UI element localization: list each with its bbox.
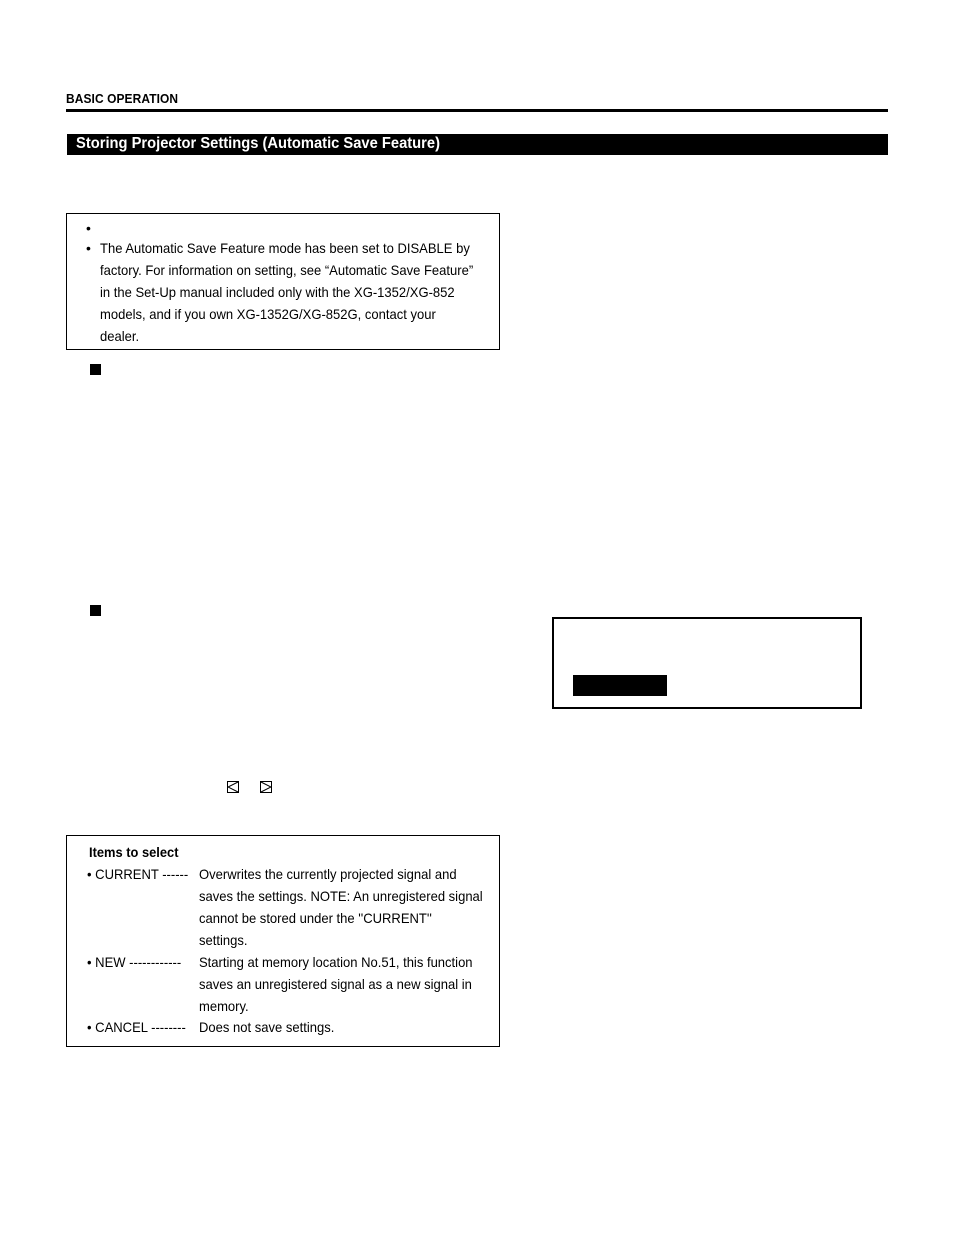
right-arrow-button-icon: [260, 781, 272, 793]
item-desc-line: memory.: [199, 998, 249, 1014]
page-title: Storing Projector Settings (Automatic Save Feature): [76, 135, 440, 152]
item-desc-line: Starting at memory location No.51, this function: [199, 954, 473, 970]
item-desc-line: saves an unregistered signal as a new signal in: [199, 976, 472, 992]
item-key: • CANCEL --------: [87, 1019, 186, 1035]
item-desc-line: Does not save settings.: [199, 1019, 335, 1035]
left-arrow-button-icon: [227, 781, 239, 793]
filled-square-icon: [90, 364, 101, 375]
header-rule: [66, 109, 888, 112]
items-heading: Items to select: [89, 844, 179, 860]
osd-selected-item: [573, 675, 667, 696]
filled-square-icon: [90, 605, 101, 616]
note-line: in the Set-Up manual included only with the XG-1352/XG-852: [100, 284, 455, 300]
item-desc-line: settings.: [199, 932, 248, 948]
note-line: dealer.: [100, 328, 140, 344]
note-box: [66, 213, 500, 350]
note-line: factory. For information on setting, see “Automatic Save Feature”: [100, 262, 474, 278]
note-line: models, and if you own XG-1352G/XG-852G, contact your: [100, 306, 436, 322]
items-box: [66, 835, 500, 1047]
section-label: BASIC OPERATION: [66, 91, 179, 106]
note-line: The Automatic Save Feature mode has been set to DISABLE by: [100, 240, 470, 256]
item-key: • NEW ------------: [87, 954, 182, 970]
bullet: •: [86, 220, 91, 236]
item-key: • CURRENT ------: [87, 866, 189, 882]
bullet: •: [86, 240, 91, 256]
title-bar: [67, 134, 888, 155]
item-desc-line: Overwrites the currently projected signal and: [199, 866, 457, 882]
osd-menu-illustration: [552, 617, 862, 709]
item-desc-line: cannot be stored under the ''CURRENT'': [199, 910, 432, 926]
item-desc-line: saves the settings. NOTE: An unregistered signal: [199, 888, 483, 904]
